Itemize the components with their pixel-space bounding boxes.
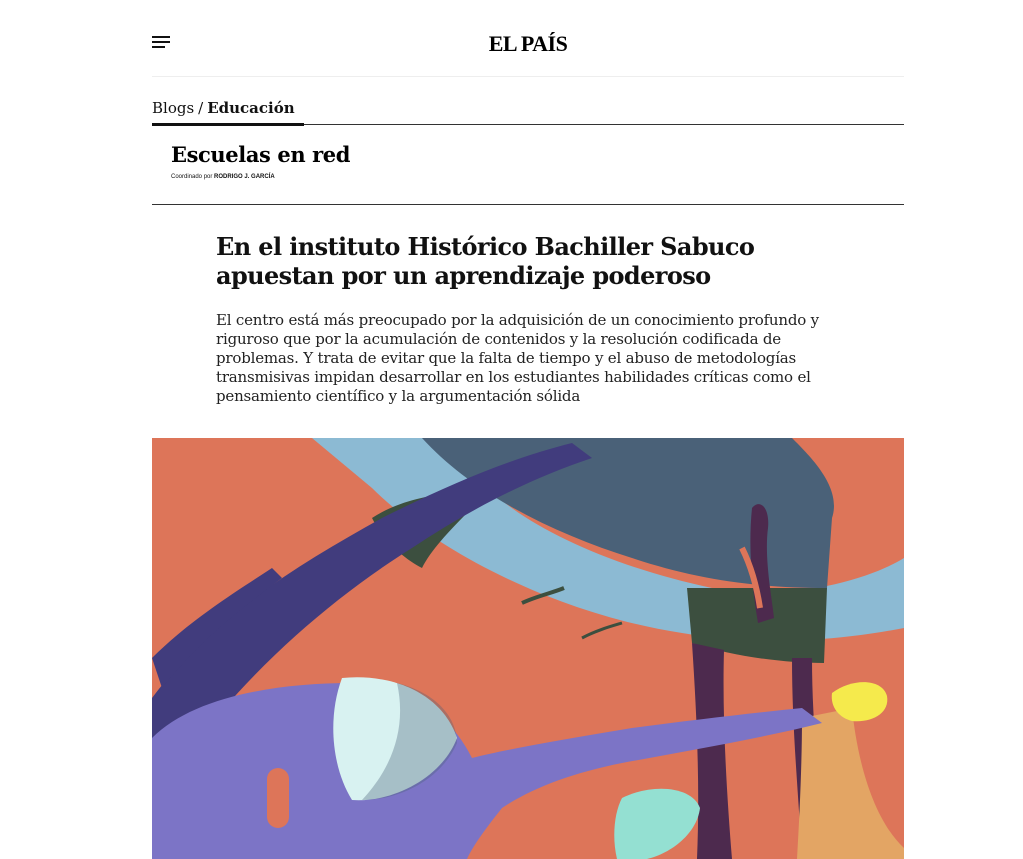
breadcrumb-separator: / [198, 99, 204, 117]
coordinator-name[interactable]: RODRIGO J. GARCÍA [214, 174, 275, 180]
blog-coordinator [171, 174, 275, 180]
article-summary: El centro está más preocupado por la adquisición de un conocimiento profundo y riguroso que por la acumulación de contenidos y la resolución codificada de problemas. Y trata de evitar que la falta de tiempo y el abuso de metodologías transmisivas impidan desarrollar en los estudiantes habilidades críticas como el pensamiento científico y la argumentación sólida [216, 311, 819, 405]
abstract-illustration-image [152, 438, 904, 859]
breadcrumb-educacion-link[interactable]: Educación [207, 99, 295, 117]
article-illustration [152, 438, 904, 859]
breadcrumb [152, 99, 904, 125]
site-header [152, 0, 904, 77]
breadcrumb-blogs-link[interactable]: Blogs [152, 99, 195, 117]
orange-eye [267, 768, 289, 828]
site-logo[interactable]: EL PAÍS [488, 31, 568, 56]
article-headline: En el instituto Histórico Bachiller Sabuco apuestan por un aprendizaje poderoso [216, 232, 755, 290]
blog-title[interactable]: Escuelas en red [171, 142, 351, 167]
blog-header [152, 124, 904, 205]
coordinator-prefix: Coordinado por [171, 174, 213, 180]
article-header [216, 232, 836, 406]
